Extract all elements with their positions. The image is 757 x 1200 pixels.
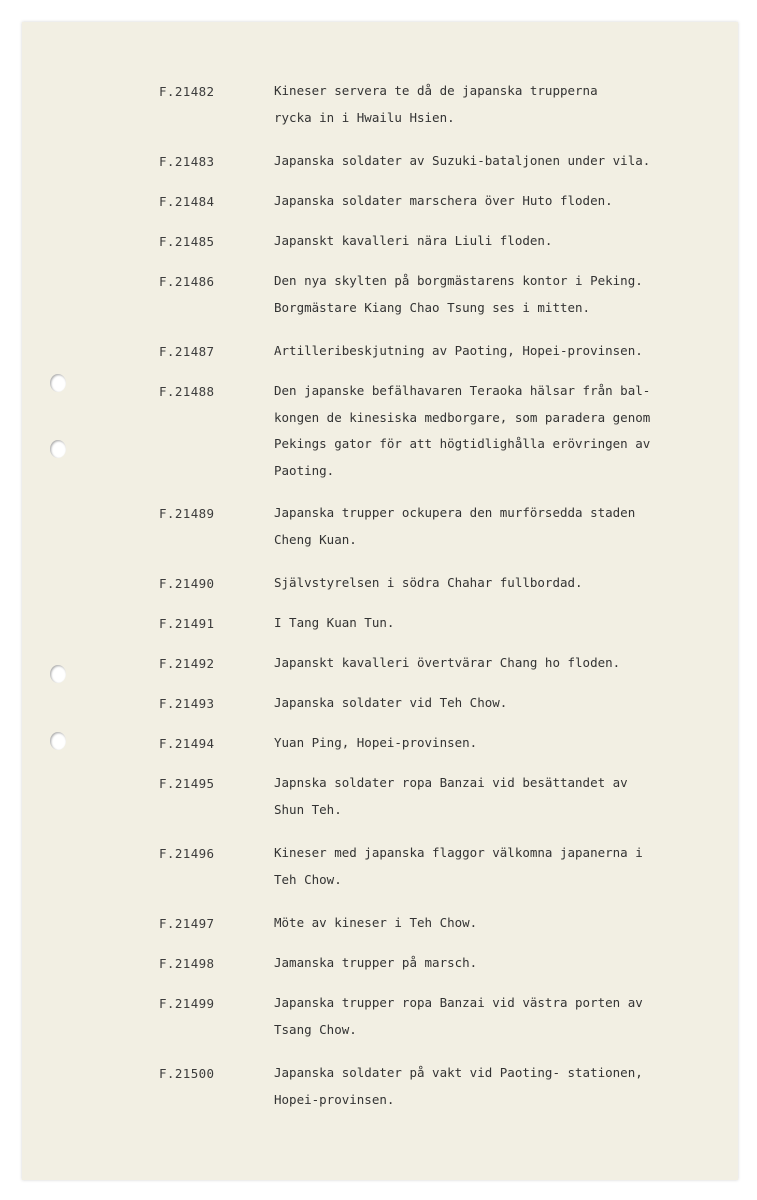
punch-hole: [50, 374, 66, 392]
entry-description: [274, 730, 714, 757]
entry-description-line: Borgmästare Kiang Chao Tsung ses i mitten.: [274, 299, 591, 315]
entry-description-line: kongen de kinesiska medborgare, som paradera genom: [274, 409, 651, 425]
entry-code: F.21492: [159, 656, 215, 671]
entry-code: F.21488: [159, 384, 215, 399]
document-page: [22, 22, 738, 1180]
entry-description-line: Pekings gator för att högtidlighålla erövringen av: [274, 436, 651, 451]
entry-description-line: Japanska trupper ropa Banzai vid västra porten av: [274, 995, 643, 1010]
entry-code: F.21483: [159, 154, 215, 169]
entry-code: F.21490: [159, 576, 215, 591]
entry-code: F.21494: [159, 736, 215, 751]
entry-description: [274, 950, 714, 977]
entry-code: F.21498: [159, 956, 215, 971]
entry-description: [274, 78, 714, 131]
entry-description: [274, 770, 714, 823]
entry-description: [274, 570, 714, 597]
entry-description-line: Artilleribeskjutning av Paoting, Hopei-provinsen.: [274, 343, 643, 358]
entry-description-line: Japanska soldater av Suzuki-bataljonen under vila.: [274, 153, 651, 168]
entry-code: F.21491: [159, 616, 215, 631]
entry-code: F.21500: [159, 1066, 215, 1081]
entry-description: [274, 910, 714, 937]
entry-description-line: Japnska soldater ropa Banzai vid besättandet av: [274, 775, 628, 790]
entry-description-line: Självstyrelsen i södra Chahar fullbordad.: [274, 575, 583, 590]
entry-description: [274, 610, 714, 637]
entry-code: F.21495: [159, 776, 215, 791]
entry-description-line: Tsang Chow.: [274, 1021, 357, 1037]
entry-code: F.21485: [159, 234, 215, 249]
entry-description-line: I Tang Kuan Tun.: [274, 615, 395, 630]
entry-description-line: rycka in i Hwailu Hsien.: [274, 109, 455, 125]
entry-description-line: Teh Chow.: [274, 871, 342, 887]
entry-code: F.21497: [159, 916, 215, 931]
entry-code: F.21486: [159, 274, 215, 289]
entry-description: [274, 228, 714, 255]
entry-description-line: Japanska soldater vid Teh Chow.: [274, 695, 508, 710]
entry-description-line: Shun Teh.: [274, 801, 342, 817]
entry-code: F.21496: [159, 846, 215, 861]
entry-description-line: Japanska soldater på vakt vid Paoting- stationen,: [274, 1065, 643, 1080]
entry-description: [274, 268, 714, 321]
entry-description-line: Japanska soldater marschera över Huto floden.: [274, 193, 613, 208]
entry-description: [274, 338, 714, 365]
punch-hole: [50, 732, 66, 750]
entry-code: F.21484: [159, 194, 215, 209]
entry-description: [274, 650, 714, 677]
entry-description-line: Hopei-provinsen.: [274, 1091, 395, 1107]
entry-description: [274, 148, 714, 175]
entry-description-line: Japanskt kavalleri nära Liuli floden.: [274, 233, 553, 248]
entry-description-line: Kineser servera te då de japanska trupperna: [274, 83, 598, 98]
punch-hole: [50, 665, 66, 683]
entry-description: [274, 690, 714, 717]
entry-description-line: Paoting.: [274, 462, 335, 478]
entry-description-line: Yuan Ping, Hopei-provinsen.: [274, 735, 478, 750]
entry-description: [274, 1060, 714, 1113]
entry-description: [274, 990, 714, 1043]
entry-description-line: Cheng Kuan.: [274, 531, 357, 547]
entry-description-line: Den nya skylten på borgmästarens kontor i Peking.: [274, 273, 643, 288]
entry-description-line: Kineser med japanska flaggor välkomna japanerna i: [274, 845, 643, 860]
entry-description-line: Jamanska trupper på marsch.: [274, 955, 478, 970]
entry-description: [274, 188, 714, 215]
entry-description-line: Japanska trupper ockupera den murförsedda staden: [274, 505, 636, 520]
entry-description-line: Japanskt kavalleri övertvärar Chang ho floden.: [274, 655, 621, 670]
entry-description: [274, 500, 714, 553]
entry-description-line: Möte av kineser i Teh Chow.: [274, 915, 478, 930]
entry-description: [274, 378, 714, 484]
entry-code: F.21493: [159, 696, 215, 711]
punch-hole: [50, 440, 66, 458]
entry-code: F.21489: [159, 506, 215, 521]
entry-code: F.21499: [159, 996, 215, 1011]
entry-code: F.21482: [159, 84, 215, 99]
entry-description: [274, 840, 714, 893]
entry-description-line: Den japanske befälhavaren Teraoka hälsar från bal-: [274, 383, 651, 398]
entry-code: F.21487: [159, 344, 215, 359]
